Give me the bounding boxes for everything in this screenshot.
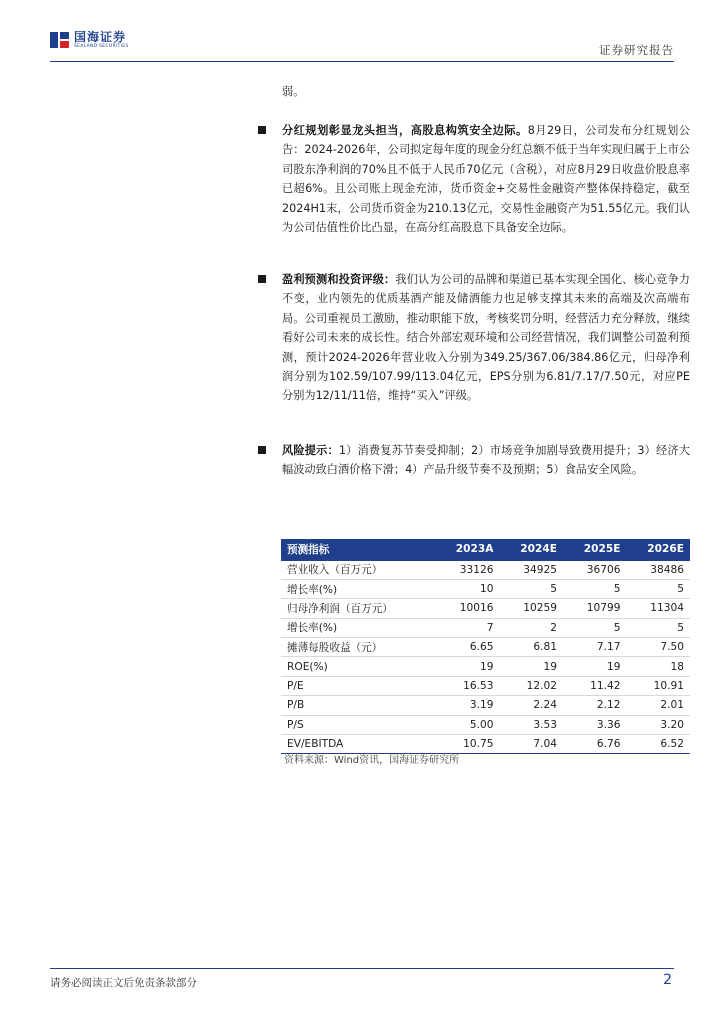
- column-header: 2023A: [435, 539, 500, 560]
- value-cell: 34925: [499, 560, 563, 579]
- value-cell: 10.75: [435, 735, 500, 754]
- value-cell: 2.01: [626, 696, 690, 715]
- document-type: 证券研究报告: [599, 43, 674, 57]
- value-cell: 19: [435, 657, 500, 676]
- row-label-cell: 营业收入（百万元）: [281, 560, 435, 579]
- value-cell: 10.91: [626, 676, 690, 695]
- logo-icon: [50, 30, 70, 50]
- row-label-cell: 摊薄每股收益（元）: [281, 638, 435, 657]
- column-header: 2025E: [563, 539, 627, 560]
- value-cell: 7.04: [499, 735, 563, 754]
- section-title: 盈利预测和投资评级：: [282, 273, 396, 286]
- row-label-cell: 归母净利润（百万元）: [281, 599, 435, 618]
- section-risk: [282, 441, 690, 480]
- forecast-table: [281, 539, 690, 754]
- value-cell: 6.52: [626, 735, 690, 754]
- section-body: 我们认为公司的品牌和渠道已基本实现全国化、核心竞争力不变，业内领先的优质基酒产能及储酒能力也足够支撑其未来的高端及次高端布局。公司重视员工激励，推动职能下放，考核奖罚分明，经营活力充分释放，继续看好公司未来的成长性。结合外部宏观环境和公司经营情况，我们调整公司盈利预测，预计2024-2026年营业收入分别为349.25/367.06/384.86亿元，归母净利润分别为102.59/107.99/113.04亿元，EPS分别为6.81/7.17/7.50元，对应PE分别为12/11/11倍，维持“买入”评级。: [282, 273, 690, 403]
- value-cell: 2: [499, 618, 563, 637]
- value-cell: 10: [435, 579, 500, 598]
- section-paragraph: [282, 270, 690, 406]
- row-label-cell: 增长率(%): [281, 579, 435, 598]
- value-cell: 3.20: [626, 715, 690, 734]
- column-header: 2024E: [499, 539, 563, 560]
- value-cell: 2.24: [499, 696, 563, 715]
- logo-english-name: SEALAND SECURITIES: [74, 43, 129, 49]
- value-cell: 11304: [626, 599, 690, 618]
- value-cell: 10259: [499, 599, 563, 618]
- table-row: [281, 560, 690, 579]
- table-row: [281, 638, 690, 657]
- value-cell: 33126: [435, 560, 500, 579]
- row-label-cell: P/E: [281, 676, 435, 695]
- column-header: 预测指标: [281, 539, 435, 560]
- row-label-cell: 增长率(%): [281, 618, 435, 637]
- value-cell: 6.81: [499, 638, 563, 657]
- value-cell: 7: [435, 618, 500, 637]
- section-dividend: [282, 121, 690, 237]
- section-paragraph: [282, 441, 690, 480]
- row-label-cell: EV/EBITDA: [281, 735, 435, 754]
- logo-name: 国海证券: [74, 29, 127, 44]
- value-cell: 5: [563, 618, 627, 637]
- table-row: [281, 696, 690, 715]
- table-source-note: 资料来源：Wind资讯，国海证券研究所: [284, 755, 460, 766]
- section-paragraph: [282, 121, 690, 237]
- page-header: [50, 28, 674, 62]
- value-cell: 19: [499, 657, 563, 676]
- value-cell: 3.36: [563, 715, 627, 734]
- value-cell: 5: [563, 579, 627, 598]
- table-row: [281, 579, 690, 598]
- page-number: 2: [663, 972, 672, 988]
- value-cell: 38486: [626, 560, 690, 579]
- continued-text: 弱。: [282, 85, 305, 98]
- value-cell: 5: [626, 579, 690, 598]
- value-cell: 5.00: [435, 715, 500, 734]
- table-header-row: [281, 539, 690, 560]
- table-row: [281, 715, 690, 734]
- row-label-cell: ROE(%): [281, 657, 435, 676]
- bullet-icon: [258, 275, 266, 283]
- footer-rule: [50, 968, 674, 969]
- table-row: [281, 618, 690, 637]
- value-cell: 7.17: [563, 638, 627, 657]
- value-cell: 10799: [563, 599, 627, 618]
- section-body: 8月29日，公司发布分红规划公告：2024-2026年，公司拟定每年度的现金分红总额不低于当年实现归属于上市公司股东净利润的70%且不低于人民币70亿元（含税），对应8月29日收盘价股息率已超6%。且公司账上现金充沛，货币资金+交易性金融资产整体保持稳定，截至2024H1末，公司货币资金为210.13亿元，交易性金融资产为51.55亿元。我们认为公司估值性价比凸显，在高分红高股息下具备安全边际。: [282, 124, 690, 235]
- company-logo: [50, 30, 129, 50]
- row-label-cell: P/B: [281, 696, 435, 715]
- table-row: [281, 676, 690, 695]
- table-row: [281, 657, 690, 676]
- value-cell: 18: [626, 657, 690, 676]
- section-title: 分红规划彰显龙头担当，高股息构筑安全边际。: [282, 124, 528, 137]
- column-header: 2026E: [626, 539, 690, 560]
- value-cell: 5: [499, 579, 563, 598]
- footer-disclaimer: 请务必阅读正文后免责条款部分: [50, 977, 197, 989]
- section-body: 1）消费复苏节奏受抑制；2）市场竞争加剧导致费用提升；3）经济大幅波动致白酒价格下滑；4）产品升级节奏不及预期；5）食品安全风险。: [282, 444, 690, 477]
- value-cell: 6.76: [563, 735, 627, 754]
- value-cell: 2.12: [563, 696, 627, 715]
- value-cell: 7.50: [626, 638, 690, 657]
- value-cell: 3.19: [435, 696, 500, 715]
- value-cell: 16.53: [435, 676, 500, 695]
- value-cell: 10016: [435, 599, 500, 618]
- value-cell: 5: [626, 618, 690, 637]
- value-cell: 3.53: [499, 715, 563, 734]
- bullet-icon: [258, 446, 266, 454]
- value-cell: 11.42: [563, 676, 627, 695]
- value-cell: 12.02: [499, 676, 563, 695]
- row-label-cell: P/S: [281, 715, 435, 734]
- value-cell: 36706: [563, 560, 627, 579]
- value-cell: 19: [563, 657, 627, 676]
- value-cell: 6.65: [435, 638, 500, 657]
- bullet-icon: [258, 126, 266, 134]
- section-title: 风险提示：: [282, 444, 339, 457]
- table-row: [281, 599, 690, 618]
- section-forecast: [282, 270, 690, 406]
